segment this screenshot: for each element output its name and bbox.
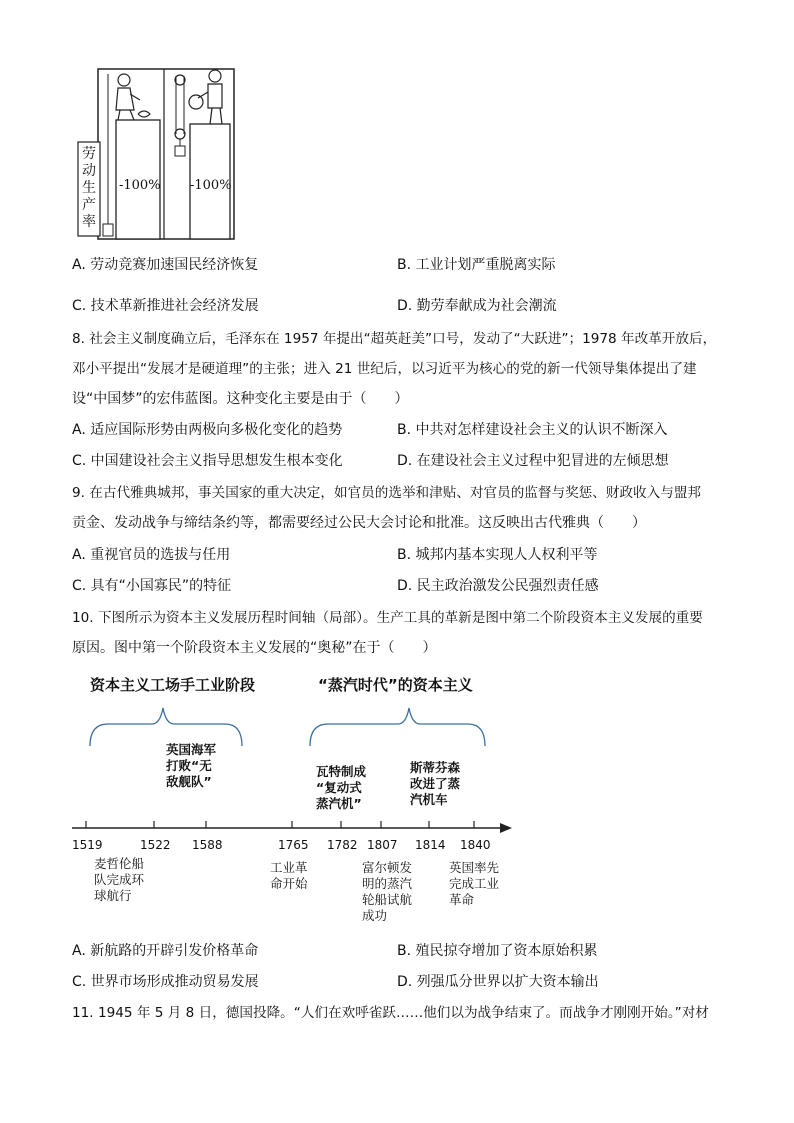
year-label-1522: 1522 bbox=[140, 838, 171, 852]
q7-option-c: C. 技术革新推进社会经济发展 bbox=[72, 298, 259, 314]
event-watt-engine: 瓦特制成 “复动式 蒸汽机” bbox=[316, 764, 367, 811]
stage1-brace bbox=[90, 708, 242, 746]
q8-option-b: B. 中共对怎样建设社会主义的认识不断深入 bbox=[397, 422, 668, 438]
q9-stem-line1: 9. 在古代雅典城邦，事关国家的重大决定，如官员的选举和津贴、对官员的监督与奖惩、财政收入与盟邦 bbox=[72, 485, 702, 501]
q9-option-b: B. 城邦内基本实现人人权利平等 bbox=[397, 547, 598, 563]
timeline-arrow bbox=[500, 823, 512, 833]
timeline-diagram bbox=[60, 668, 530, 930]
year-label-1814: 1814 bbox=[415, 838, 446, 852]
event-britain-complete: 英国率先 完成工业 革命 bbox=[449, 860, 500, 907]
q9-option-d: D. 民主政治激发公民强烈责任感 bbox=[397, 578, 599, 594]
q10-option-b: B. 殖民掠夺增加了资本原始积累 bbox=[397, 943, 598, 959]
year-label-1519: 1519 bbox=[72, 838, 103, 852]
q8-stem-line3: 设“中国梦”的宏伟蓝图。这种变化主要是由于（ ） bbox=[72, 391, 409, 407]
event-industrial-revolution: 工业革 命开始 bbox=[270, 860, 308, 891]
q9-option-a: A. 重视官员的选拔与任用 bbox=[72, 547, 231, 563]
year-label-1782: 1782 bbox=[327, 838, 358, 852]
q10-stem-line2: 原因。图中第一个阶段资本主义发展的“奥秘”在于（ ） bbox=[72, 640, 437, 656]
q8-option-c: C. 中国建设社会主义指导思想发生根本变化 bbox=[72, 453, 343, 469]
q11-stem-line1: 11. 1945 年 5 月 8 日，德国投降。“人们在欢呼雀跃……他们以为战争结束了。而战争才刚刚开始。”对材 bbox=[72, 1005, 709, 1021]
event-armada: 英国海军 打败“无 敌舰队” bbox=[166, 742, 217, 789]
year-label-1840: 1840 bbox=[460, 838, 491, 852]
q10-option-a: A. 新航路的开辟引发价格革命 bbox=[72, 943, 259, 959]
event-stephenson: 斯蒂芬森 改进了蒸 汽机车 bbox=[410, 760, 461, 807]
q9-stem-line2: 贡金、发动战争与缔结条约等，都需要经过公民大会讨论和批准。这反映出古代雅典（ ） bbox=[72, 515, 646, 531]
event-fulton-steamboat: 富尔顿发 明的蒸汽 轮船试航 成功 bbox=[362, 860, 413, 923]
stage2-brace bbox=[310, 708, 485, 746]
q8-stem-line2: 邓小平提出“发展才是硬道理”的主张；进入 21 世纪后，以习近平为核心的党的新一代领导集体提出了建 bbox=[72, 361, 697, 377]
weight bbox=[175, 146, 185, 156]
event-magellan: 麦哲伦船 队完成环 球航行 bbox=[94, 856, 145, 903]
q7-option-d: D. 勤劳奉献成为社会潮流 bbox=[397, 298, 557, 314]
q10-option-c: C. 世界市场形成推动贸易发展 bbox=[72, 974, 259, 990]
stage1-title: 资本主义工场手工业阶段 bbox=[90, 676, 256, 694]
cartoon-image bbox=[72, 64, 240, 244]
q8-option-d: D. 在建设社会主义过程中犯冒进的左倾思想 bbox=[397, 453, 669, 469]
q9-option-c: C. 具有“小国寡民”的特征 bbox=[72, 578, 232, 594]
q7-option-b: B. 工业计划严重脱离实际 bbox=[397, 257, 556, 273]
cartoon-side-label: 劳动生产率 bbox=[82, 146, 96, 230]
year-label-1807: 1807 bbox=[367, 838, 398, 852]
cartoon-right-percent: -100% bbox=[190, 178, 232, 193]
stage2-title: “蒸汽时代”的资本主义 bbox=[318, 676, 473, 694]
q10-stem-line1: 10. 下图所示为资本主义发展历程时间轴（局部）。生产工具的革新是图中第二个阶段资本主义发展的重要 bbox=[72, 610, 703, 626]
q8-option-a: A. 适应国际形势由两极向多极化变化的趋势 bbox=[72, 422, 343, 438]
q7-option-a: A. 劳动竞赛加速国民经济恢复 bbox=[72, 257, 259, 273]
q8-stem-line1: 8. 社会主义制度确立后，毛泽东在 1957 年提出“超英赶美”口号，发动了“大跃进”；1978 年改革开放后， bbox=[72, 331, 717, 347]
cartoon-left-percent: -100% bbox=[119, 178, 161, 193]
q10-option-d: D. 列强瓜分世界以扩大资本输出 bbox=[397, 974, 599, 990]
year-label-1588: 1588 bbox=[192, 838, 223, 852]
year-label-1765: 1765 bbox=[278, 838, 309, 852]
